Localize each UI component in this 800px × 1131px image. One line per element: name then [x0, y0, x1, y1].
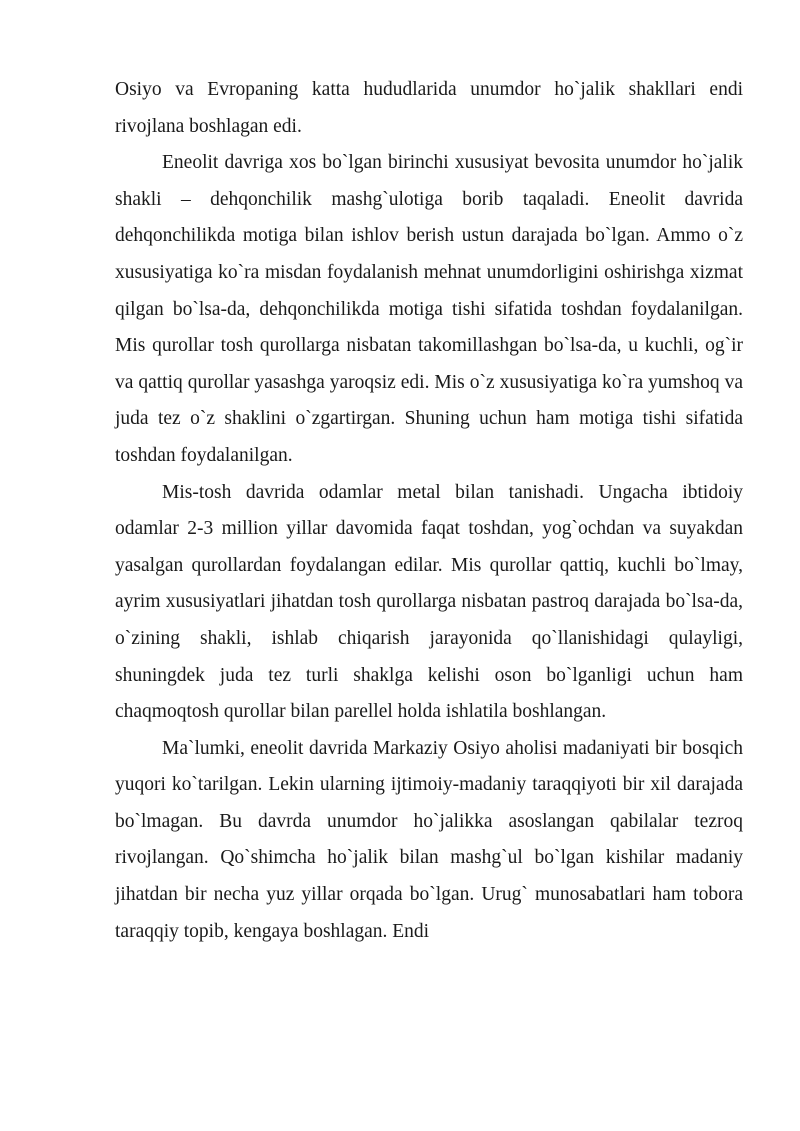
- paragraph-eneolit-features: Eneolit davriga xos bo`lgan birinchi xususiyat bevosita unumdor ho`jalik shakli – dehqonchilik mashg`ulotiga borib taqaladi. Eneolit davrida dehqonchilikda motiga bilan ishlov berish ustun darajada bo`lgan. Ammo o`z xususiyatiga ko`ra misdan foydalanish mehnat unumdorligini oshirishga xizmat qilgan bo`lsa-da, dehqonchilikda motiga tishi sifatida toshdan foydalanilgan. Mis qurollar tosh qurollarga nisbatan takomillashgan bo`lsa-da, u kuchli, og`ir va qattiq qurollar yasashga yaroqsiz edi. Mis o`z xususiyatiga ko`ra yumshoq va juda tez o`z shaklini o`zgartirgan. Shuning uchun ham motiga tishi sifatida toshdan foydalanilgan.: [115, 152, 743, 466]
- paragraph-central-asia-culture: Ma`lumki, eneolit davrida Markaziy Osiyo aholisi madaniyati bir bosqich yuqori ko`tarilgan. Lekin ularning ijtimoiy-madaniy taraqqiyoti bir xil darajada bo`lmagan. Bu davrda unumdor ho`jalikka asoslangan qabilalar tezroq rivojlangan. Qo`shimcha ho`jalik bilan mashg`ul bo`lgan kishilar madaniy jihatdan bir necha yuz yillar orqada bo`lgan. Urug` munosabatlari ham tobora taraqqiy topib, kengaya boshlagan. Endi: [115, 737, 743, 942]
- document-page: [115, 72, 743, 950]
- paragraph-continuation: Osiyo va Evropaning katta hududlarida unumdor ho`jalik shakllari endi rivojlana boshlagan edi.: [115, 79, 743, 137]
- paragraph-copper-stone-age: Mis-tosh davrida odamlar metal bilan tanishadi. Ungacha ibtidoiy odamlar 2-3 million yillar davomida faqat toshdan, yog`ochdan va suyakdan yasalgan qurollardan foydalangan edilar. Mis qurollar qattiq, kuchli bo`lmay, ayrim xususiyatlari jihatdan tosh qurollarga nisbatan pastroq darajada bo`lsa-da, o`zining shakli, ishlab chiqarish jarayonida qo`llanishidagi qulayligi, shuningdek juda tez turli shaklga kelishi oson bo`lganligi uchun ham chaqmoqtosh qurollar bilan parellel holda ishlatila boshlangan.: [115, 481, 743, 723]
